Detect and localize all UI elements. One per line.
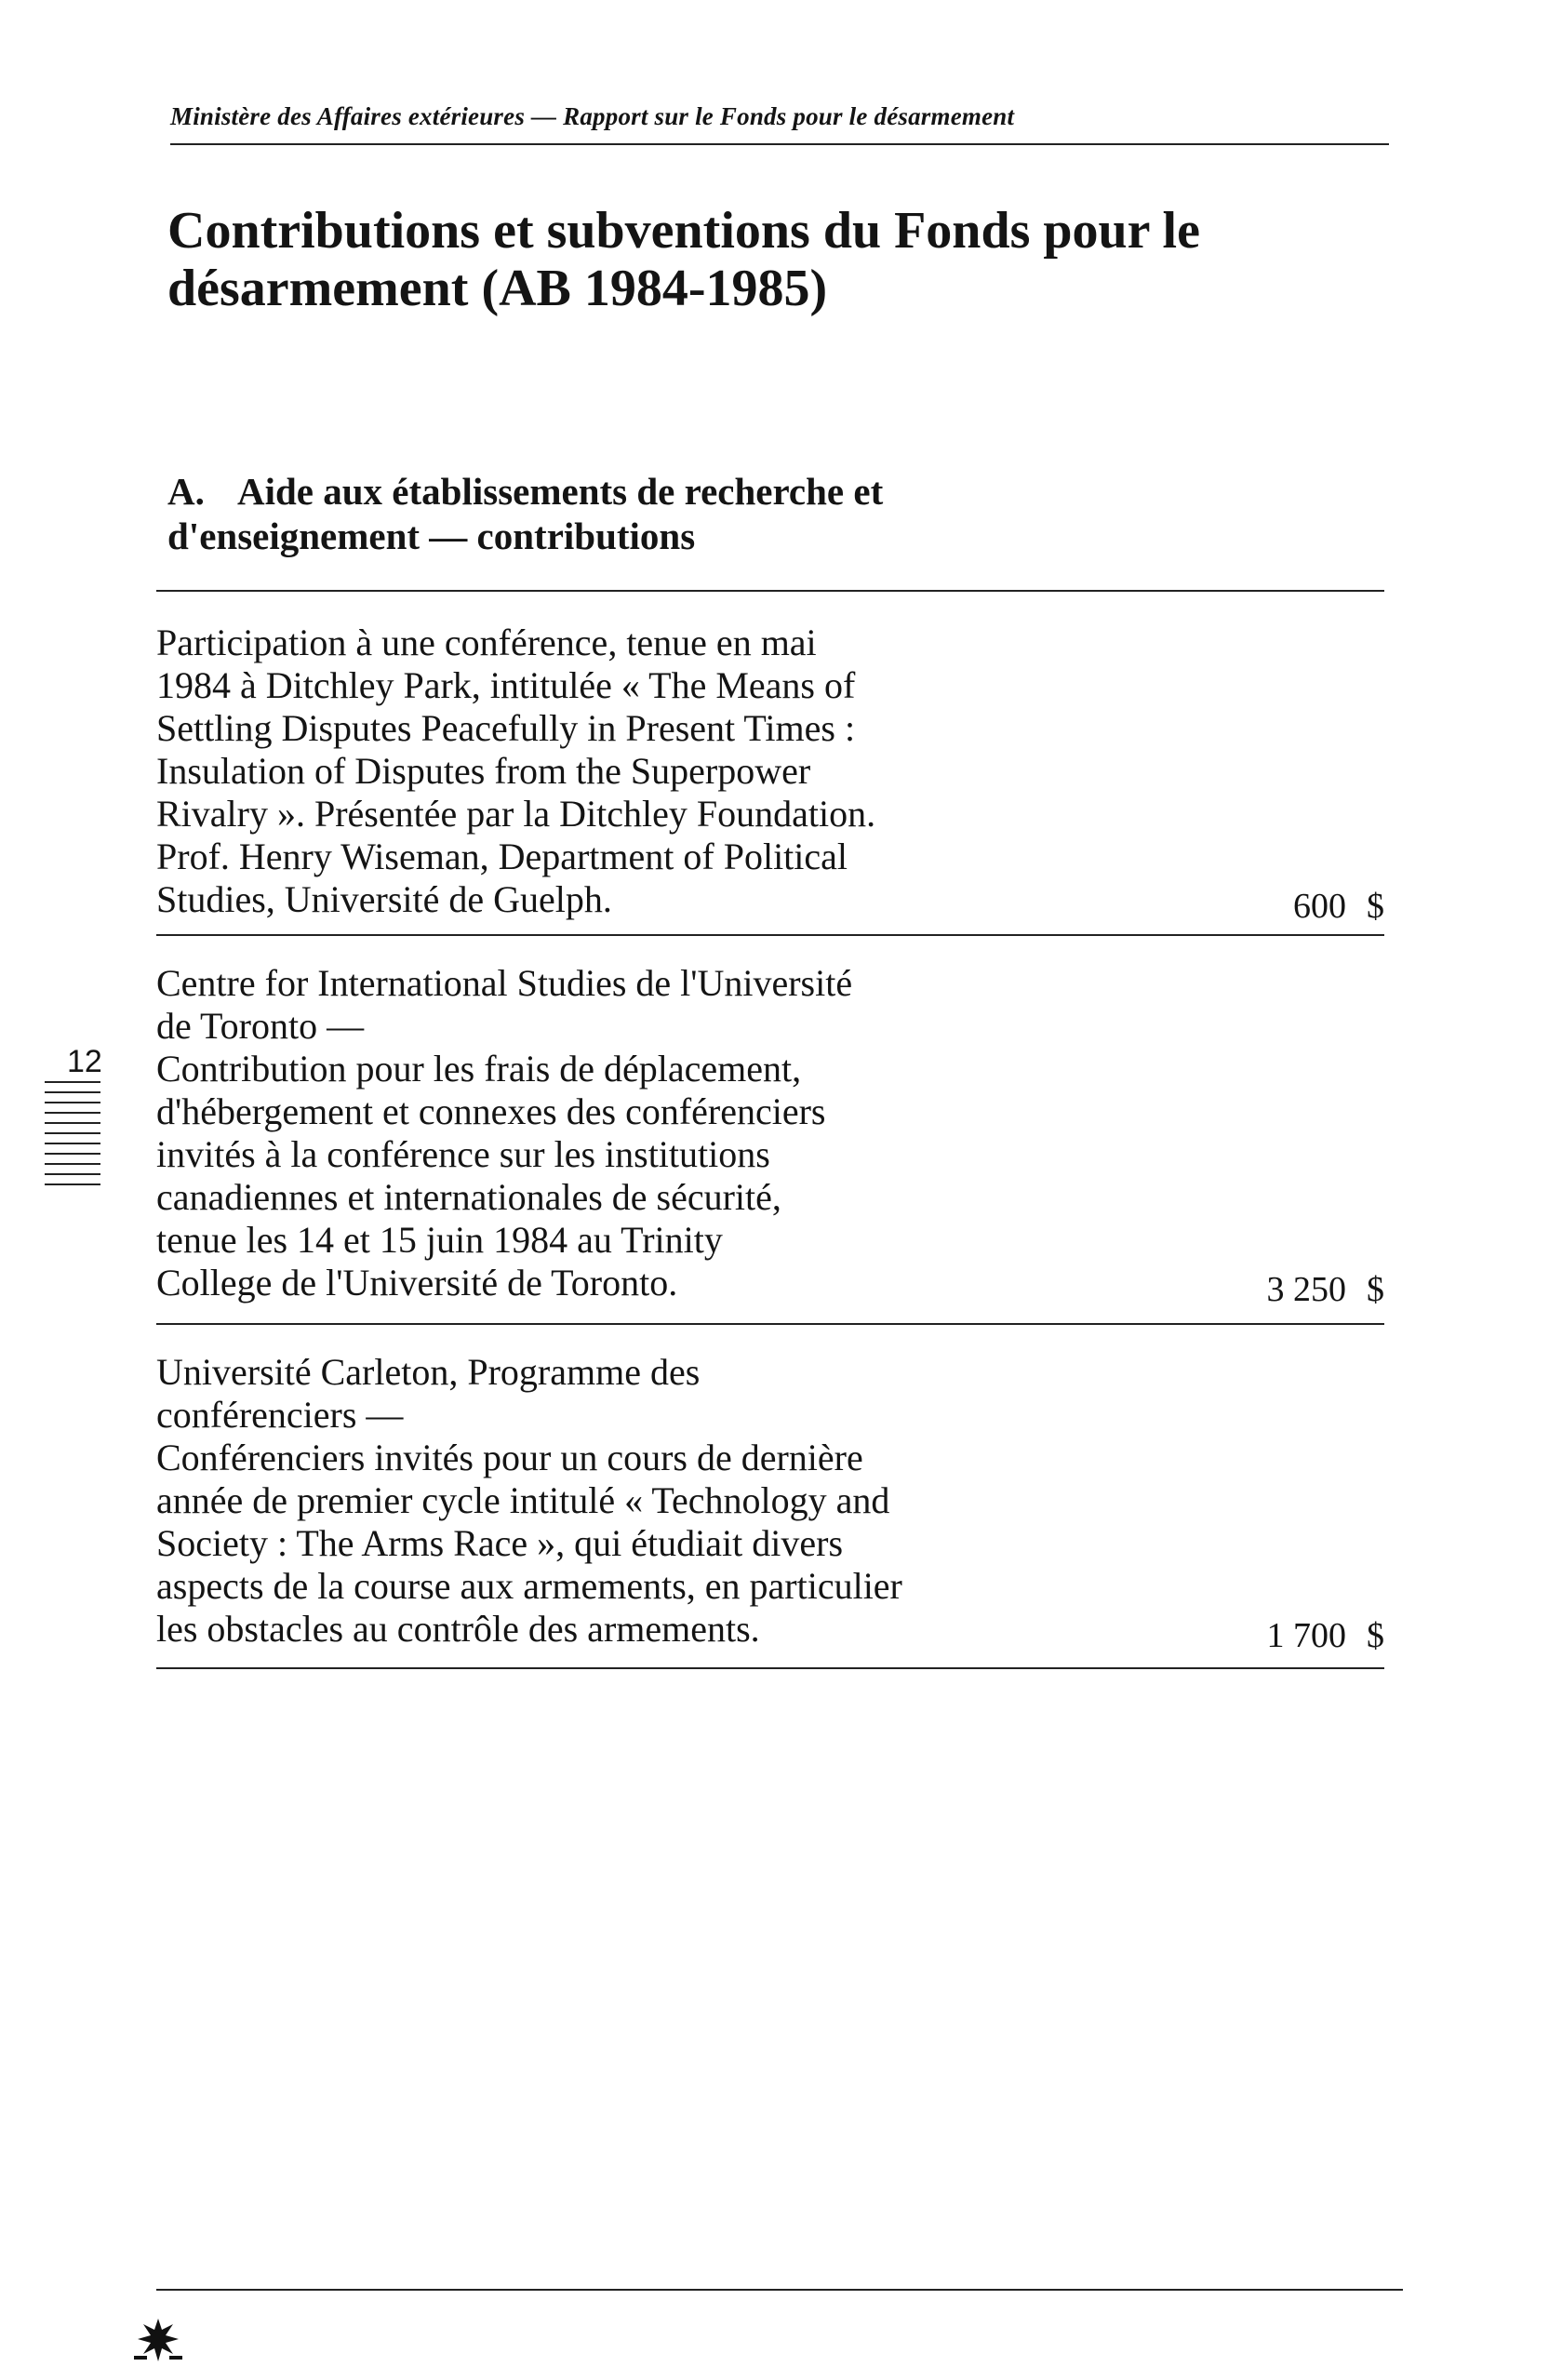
amount-value: 1 700 xyxy=(1266,1616,1346,1655)
section-heading xyxy=(167,470,1098,559)
page-number: 12 xyxy=(67,1044,102,1079)
entry-amount xyxy=(1293,886,1384,927)
section-letter: A. xyxy=(167,470,205,513)
running-head: Ministère des Affaires extérieures — Rapport sur le Fonds pour le désarmement xyxy=(170,102,1015,130)
entry-amount xyxy=(1267,1615,1385,1656)
amount-value: 3 250 xyxy=(1266,1270,1346,1309)
entry-description: Centre for International Studies de l'Université de Toronto — Contribution pour les frais de déplacement, d'hébergement et connexes des conférenciers invités à la conférence sur les institutions canadiennes et internationales de sécurité, tenue les 14 et 15 juin 1984 au Trinity College de l'Université de Toronto. xyxy=(156,962,853,1304)
header-rule xyxy=(170,143,1389,145)
section-heading-text: Aide aux établissements de recherche et d'enseignement — contributions xyxy=(167,470,884,557)
entry-amount xyxy=(1267,1269,1385,1310)
entry-description: Participation à une conférence, tenue en mai 1984 à Ditchley Park, intitulée « The Means of Settling Disputes Peacefully in Present Times : Insulation of Disputes from the Superpower Rivalry ». Présentée par la Ditchley Foundation. Prof. Henry Wiseman, Department of Political Studies, Université de Guelph. xyxy=(156,622,876,920)
currency-symbol: $ xyxy=(1367,1616,1384,1655)
entry-rule xyxy=(156,1323,1384,1325)
amount-value: 600 xyxy=(1293,887,1346,926)
entry xyxy=(156,1351,1384,1655)
entry-rule xyxy=(156,1667,1384,1669)
margin-rule-marks xyxy=(45,1081,100,1194)
entry-rule xyxy=(156,934,1384,936)
currency-symbol: $ xyxy=(1367,1270,1384,1309)
entry xyxy=(156,622,1384,926)
entry-description: Université Carleton, Programme des conférenciers — Conférenciers invités pour un cours de dernière année de premier cycle intitulé « Technology and Society : The Arms Race », qui étudiait divers aspects de la course aux armements, en particulier les obstacles au contrôle des armements. xyxy=(156,1351,902,1650)
bottom-rule xyxy=(156,2289,1403,2291)
government-emblem-icon xyxy=(130,2315,186,2367)
page-title: Contributions et subventions du Fonds pour le désarmement (AB 1984-1985) xyxy=(167,202,1200,317)
currency-symbol: $ xyxy=(1367,887,1384,926)
entry xyxy=(156,962,1384,1309)
section-rule xyxy=(156,590,1384,592)
